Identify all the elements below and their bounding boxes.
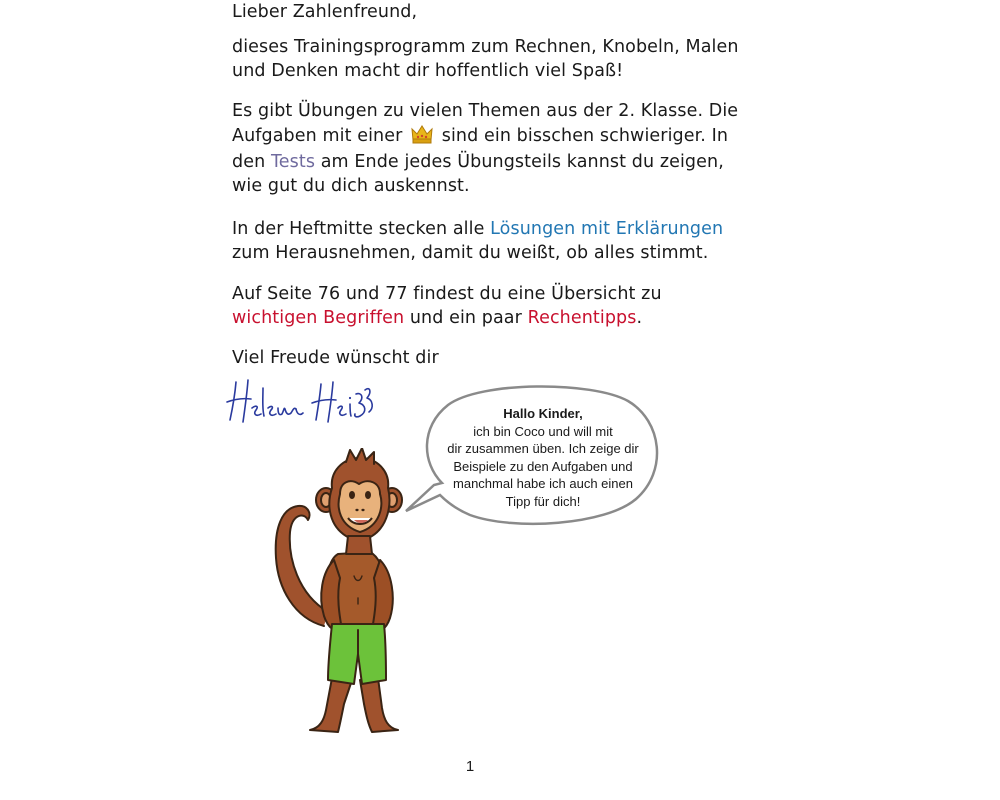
bubble-line: Beispiele zu den Aufgaben und: [453, 458, 633, 474]
intro-text: dieses Trainingsprogramm zum Rechnen, Knobeln, Malen und Denken macht dir hoffentlich viel Spaß!: [232, 37, 739, 81]
handwritten-signature: [226, 376, 396, 436]
tests-highlight: Tests: [270, 152, 316, 172]
solutions-highlight: Lösungen mit Erklärungen: [490, 219, 724, 239]
letter-greeting: [232, 1, 752, 25]
solutions-text-end: zum Herausnehmen, damit du weißt, ob alles stimmt.: [232, 242, 709, 263]
monkey-illustration: [268, 448, 428, 748]
crown-icon: [411, 124, 433, 152]
letter-intro-paragraph: [232, 36, 752, 83]
topics-text-start: Es gibt Übungen zu vielen Themen aus der 2. Klasse. Die Aufgaben mit einer: [232, 101, 739, 146]
bubble-line: ich bin Coco und will mit: [473, 423, 613, 439]
overview-text-middle: und ein paar: [409, 307, 522, 328]
speech-bubble-text: [430, 405, 656, 510]
letter-overview-paragraph: [232, 283, 752, 330]
bubble-line: dir zusammen üben. Ich zeige dir: [447, 441, 639, 456]
letter-topics-paragraph: [232, 100, 752, 198]
overview-text-start: Auf Seite 76 und 77 findest du eine Übersicht zu: [232, 284, 662, 304]
bubble-line: Tipp für dich!: [505, 493, 581, 509]
key-terms-highlight: wichtigen Begriffen: [232, 307, 405, 328]
closing-text: Viel Freude wünscht dir: [232, 348, 439, 368]
topics-text-end: am Ende jedes Übungsteils kannst du zeigen, wie gut du dich auskennst.: [232, 152, 724, 196]
tips-highlight: Rechentipps: [527, 307, 637, 328]
letter-solutions-paragraph: [232, 218, 752, 265]
page-number: 1: [465, 758, 475, 775]
topics-text-middle: sind ein bisschen schwieriger. In den: [232, 125, 729, 172]
bubble-title: Hallo Kinder,: [503, 406, 583, 421]
bubble-line: manchmal habe ich auch einen: [453, 476, 633, 491]
greeting-text: Lieber Zahlenfreund,: [232, 2, 418, 22]
solutions-text-start: In der Heftmitte stecken alle: [232, 219, 485, 239]
overview-period: .: [636, 307, 643, 328]
letter-closing: [232, 347, 752, 371]
